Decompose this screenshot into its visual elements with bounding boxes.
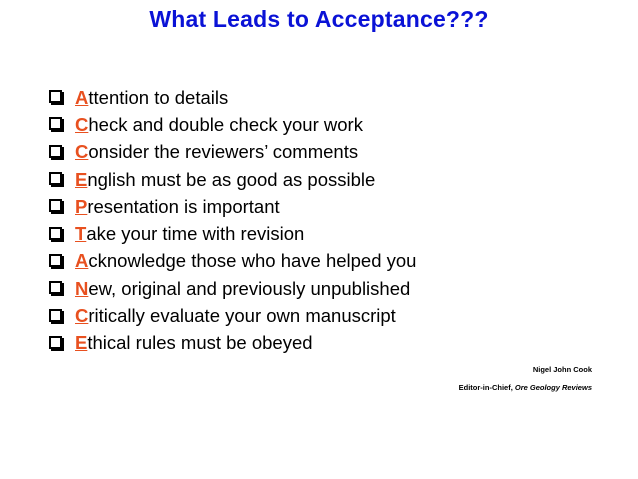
signature-journal: Ore Geology Reviews xyxy=(514,383,592,392)
item-text: ake your time with revision xyxy=(86,223,305,245)
list-item xyxy=(49,275,416,302)
checkbox-square-icon xyxy=(49,336,62,349)
signature-name: Nigel John Cook xyxy=(532,365,592,374)
item-text: cknowledge those who have helped you xyxy=(88,250,417,272)
item-initial: E xyxy=(75,168,88,190)
item-text: ritically evaluate your own manuscript xyxy=(88,305,396,327)
item-text: heck and double check your work xyxy=(88,113,363,135)
acceptance-list xyxy=(49,84,416,357)
item-initial: E xyxy=(75,332,88,354)
item-initial: T xyxy=(75,223,87,245)
item-initial: P xyxy=(75,195,88,217)
signature-role: Editor-in-Chief, xyxy=(458,383,515,392)
item-initial: N xyxy=(75,277,89,299)
item-text: onsider the reviewers’ comments xyxy=(88,141,359,163)
checkbox-square-icon xyxy=(49,281,62,294)
item-text: ew, original and previously unpublished xyxy=(88,277,411,299)
checkbox-square-icon xyxy=(49,227,62,240)
item-initial: C xyxy=(75,305,89,327)
list-item xyxy=(49,84,416,111)
checkbox-square-icon xyxy=(49,117,62,130)
list-item xyxy=(49,166,416,193)
list-item xyxy=(49,220,416,247)
checkbox-square-icon xyxy=(49,309,62,322)
list-item xyxy=(49,302,416,329)
checkbox-square-icon xyxy=(49,172,62,185)
item-text: nglish must be as good as possible xyxy=(87,168,376,190)
slide-title: What Leads to Acceptance??? xyxy=(149,6,489,32)
checkbox-square-icon xyxy=(49,254,62,267)
item-initial: A xyxy=(75,250,89,272)
list-item xyxy=(49,139,416,166)
signature-block xyxy=(459,361,592,397)
list-item xyxy=(49,111,416,138)
item-text: resentation is important xyxy=(87,195,280,217)
item-text: ttention to details xyxy=(88,86,229,108)
checkbox-square-icon xyxy=(49,90,62,103)
item-initial: C xyxy=(75,113,89,135)
list-item xyxy=(49,248,416,275)
signature-role-line xyxy=(459,379,592,397)
list-item xyxy=(49,193,416,220)
item-text: thical rules must be obeyed xyxy=(87,332,313,354)
list-item xyxy=(49,330,416,357)
item-initial: C xyxy=(75,141,89,163)
checkbox-square-icon xyxy=(49,199,62,212)
checkbox-square-icon xyxy=(49,145,62,158)
item-initial: A xyxy=(75,86,89,108)
